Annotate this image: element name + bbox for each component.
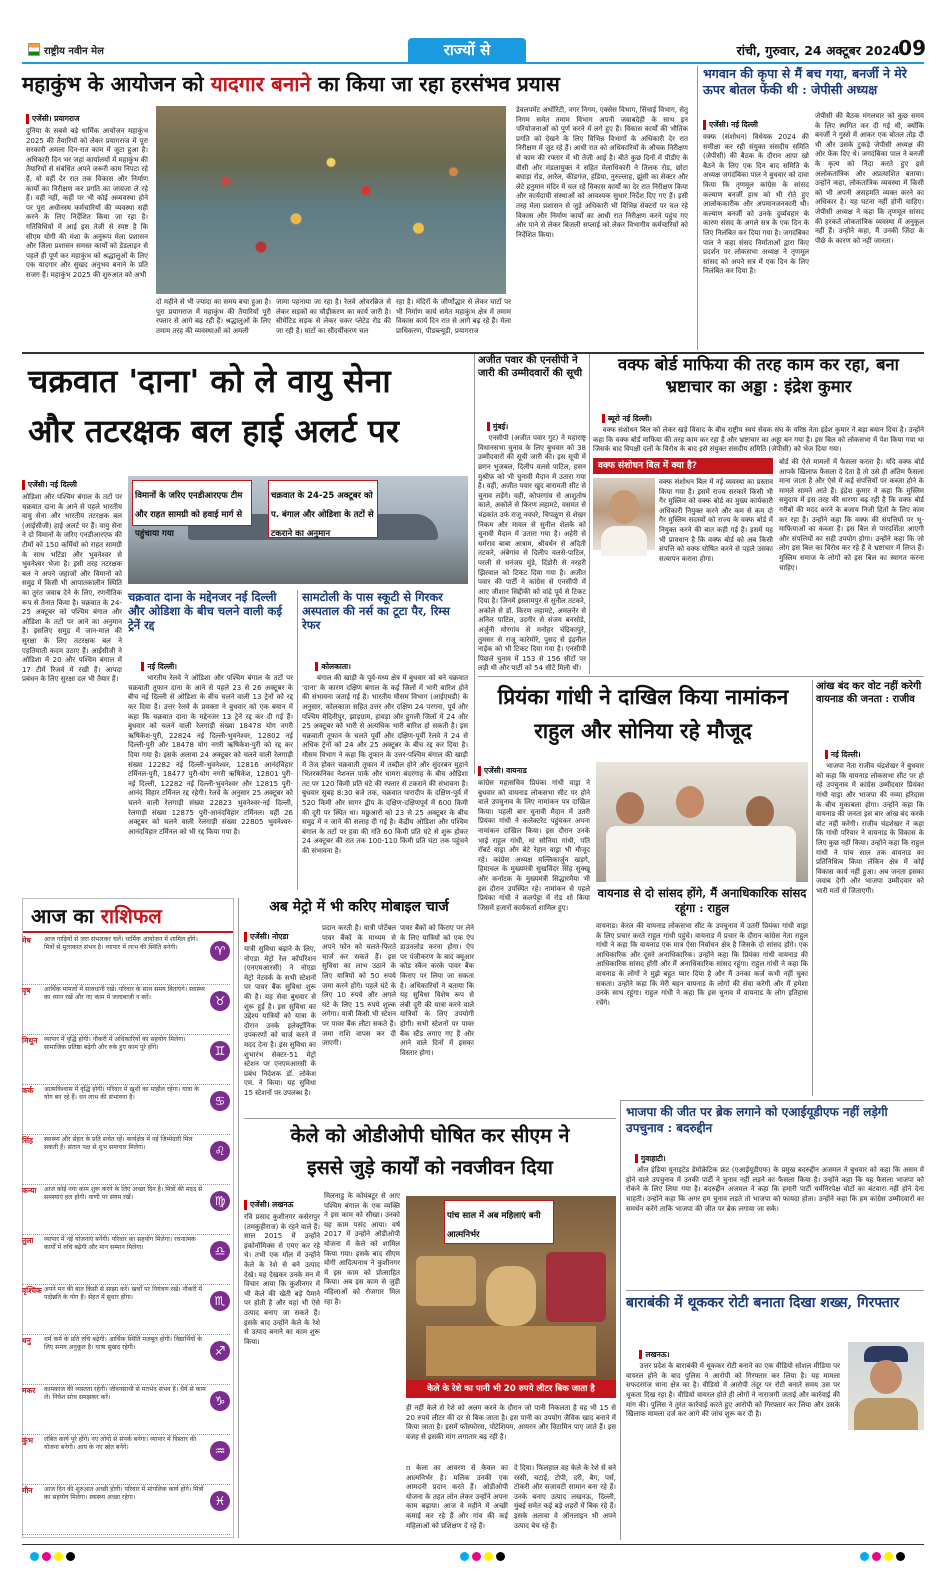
priyanka-body: कांग्रेस महासचिव प्रियंका गांधी वाड्रा ने बुधवार को वायनाड लोकसभा सीट पर होने वाले उपचुनाव के लिए नामांकन पत्र दाखिल किया। पहली बार चुनावी मैदान में उतरी प्रियंका गांधी ने कलेक्टरेट पहुंचकर अपना नामांकन दाखिल किया। इस दौरान उनके भाई राहुल गांधी, मां सोनिया गांधी, पति रॉबर्ट वाड्रा और बेटे रेहान वाड्रा भी मौजूद रहे। कांग्रेस अध्यक्ष मल्लिकार्जुन खड़गे, हिमाचल के मुख्यमंत्री सुखविंदर सिंह सुक्खू और कर्नाटक के मुख्यमंत्री सिद्धारमैया भी इस दौरान उपस्थित रहे। नामांकन से पहले प्रियंका गांधी ने कलपेट्टा में रोड शो किया जिसमें हजारों कार्यकर्ता शामिल हुए। [478, 779, 593, 912]
rashifal-sign-text: आर्थिक मामलों में सावधानी रखें। परिवार के साथ समय बिताएंगे। स्वास्थ्य का ध्यान रखें और नए काम में जल्दबाजी न करें। [44, 986, 205, 1002]
metro-col1: यात्री सुविधा बढ़ाने के लिए, नोएडा मेट्रो रेल कॉर्पोरेशन (एनएमआरसी) ने नोएडा मेट्रो नेटवर्क के सभी स्टेशनों पर पावर बैंक सुविधा शुरू की है। यह सेवा बुधवार से शुरू हुई है। इस सुविधा का उद्देश्य यात्रियों को यात्रा के दौरान उनके इलेक्ट्रॉनिक उपकरणों को चार्ज करने में मदद देना है। इस सुविधा का शुभारंभ सेक्टर-51 मेट्रो स्टेशन पर एनएमआरसी के प्रबंध निदेशक डॉ. लोकेश एम. ने किया। यह सुविधा 15 स्टेशनों पर उपलब्ध है। [244, 945, 319, 1097]
rashifal-sign-text: आज दिन की शुरुआत अच्छी होगी। परिवार में मांगलिक कार्य होंगे। मित्रों का सहयोग मिलेगा। स्वास्थ्य अच्छा रहेगा। [44, 1486, 204, 1502]
rashifal-sign-name: सिंह [22, 1136, 33, 1145]
priyanka-nomination-photo [596, 762, 808, 882]
rashifal-sign-text: धर्म कर्म के प्रति रुचि बढ़ेगी। आर्थिक स्थिति मजबूत होगी। विद्यार्थियों के लिए समय अनुकूल है। यात्रा सुखद रहेगी। [44, 1336, 202, 1352]
metro-story [244, 898, 477, 1114]
rashifal-sign-name: मकर [22, 1386, 36, 1395]
waqf-byline: ब्यूरो नई दिल्ली। [602, 414, 652, 424]
banana-photo-tag: पांच साल में अब महिलाएं बनी आत्मनिर्भर [444, 1200, 554, 1244]
zodiac-sign-icon: ♎ [210, 1241, 230, 1261]
banana-headline-line1: केले को ओडीओपी घोषित कर सीएम ने [290, 1124, 570, 1147]
registration-mark [860, 1552, 869, 1561]
metro-headline: अब मेट्रो में भी करिए मोबाइल चार्ज [269, 899, 449, 915]
indresh-kumar-photo [593, 478, 655, 550]
trains-body: भारतीय रेलवे ने ओडिशा और पश्चिम बंगाल के तटों पर चक्रवाती तूफान दाना के आने से पहले 23 से 26 अक्टूबर के बीच नई दिल्ली से ओडिशा के बीच चलने वाली 13 ट्रेनों को रद्द कर दिया है। उत्तर रेलवे के प्रवक्ता ने बुधवार को एक बयान में कहा कि चक्रवात दाना के मद्देनजर 13 ट्रेनें रद्द कर दी गई हैं। बुधवार को चलने वाली रेलगाड़ी संख्या 18478 योग नगरी ऋषिकेश-पुरी, 22824 नई दिल्ली-भुवनेश्वर, 12802 नई दिल्ली-पुरी और 18478 योग नगरी ऋषिकेश-पुरी को रद्द कर दिया गया है। इसके अलावा 24 अक्टूबर को चलने वाली रेलगाड़ी संख्या 12282 नई दिल्ली-भुवनेश्वर, 12816 आनंदविहार टर्मिनल-पुरी, 18477 पुरी-योग नगरी ऋषिकेश, 12801 पुरी-नई दिल्ली, 12282 नई दिल्ली-भुवनेश्वर और 12815 पुरी-आनंद विहार टर्मिनल रद्द रहेगी। रेलवे के अनुसार 25 अक्टूबर को चलने वाली रेलगाड़ी संख्या 22823 भुवनेश्वर-नई दिल्ली, रेलगाड़ी संख्या 12875 पुरी-आनंदविहार टर्मिनल। वहीं 26 अक्टूबर को चलने वाली रेलगाड़ी संख्या 22805 भुवनेश्वर-आनंदविहार टर्मिनल को भी रद्द किया गया है। [128, 674, 296, 836]
dana-headline-line2: और तटरक्षक बल हाई अलर्ट पर [28, 412, 399, 450]
barabanki-story [626, 1294, 924, 1540]
banana-col2: मिलनाडु के कोयंबटूर से आए पश्चिम बंगाल के एक व्यक्ति ने इस काम को सीखा। उनको यह काम पसंद आया। वर्ष 2017 में उन्होंने ओडीओपी योजना में केले को शामिल किया गया। इसके बाद सीएम योगी आदित्यनाथ ने कुशीनगर में इस काम को प्रोत्साहित किया। अब इस काम से जुड़ी महिलाओं को रोजगार मिल रहा है। [324, 1192, 403, 1306]
divider [238, 898, 239, 1538]
dana-byline: एजेंसी। नई दिल्ली [22, 480, 77, 490]
rashifal-sign-text: व्यापार में नई योजनाएं बनेंगी। परिवार का सहयोग मिलेगा। रचनात्मक कार्यों में रुचि बढ़ेगी और मान सम्मान मिलेगा। [44, 1236, 196, 1252]
rashifal-sign-name: मीन [22, 1486, 33, 1495]
rajeev-byline: नई दिल्ली। [825, 750, 861, 760]
rashifal-sign-name: वृश्चिक [22, 1286, 42, 1295]
trains-headline: चक्रवात दाना के मद्देनजर नई दिल्ली और ओडिशा के बीच चलने वाली कई ट्रेनें रद्द [128, 590, 282, 632]
page-number: 09 [898, 36, 926, 60]
zodiac-sign-icon: ♓ [210, 1491, 230, 1511]
nurse-story [302, 590, 471, 890]
rashifal-sign-text: आज कोई नया काम शुरू करने के लिए अच्छा दिन है। मित्रों की मदद से समस्याएं हल होंगी। वाणी पर संयम रखें। [44, 1186, 203, 1202]
aiudf-body: ऑल इंडिया यूनाइटेड डेमोक्रेटिक फ्रंट (एआईयूडीएफ) के प्रमुख बदरुद्दीन अजमल ने बुधवार को कहा कि असम में होने वाले उपचुनाव में उनकी पार्टी ने चुनाव नहीं लड़ने का फैसला किया है। उन्होंने कहा कि यह फैसला भाजपा को रोकने के लिए लिया गया है। बदरुद्दीन अजमल ने कहा कि हमारी पार्टी धर्मनिरपेक्ष वोटों का बंटवारा नहीं होने देना चाहती। उन्होंने कहा कि अगर हम चुनाव लड़ते तो भाजपा को फायदा होता। उन्होंने कहा कि हम कांग्रेस उम्मीदवारों का समर्थन करेंगे ताकि भाजपा की जीत पर ब्रेक लगाया जा सके। [626, 1166, 927, 1213]
masthead-logo [28, 42, 138, 58]
trains-byline: नई दिल्ली। [141, 662, 177, 672]
rashifal-row [22, 1286, 230, 1335]
rashifal-sign-text: स्वास्थ्य और सेहत के प्रति सचेत रहें। कार्यक्षेत्र में नई जिम्मेदारी मिल सकती है। संतान पक्ष से शुभ समाचार मिलेगा। [44, 1136, 193, 1152]
rashifal-sign-name: कर्क [22, 1086, 34, 1095]
top-story-col2: दो महीने से भी ज्यादा का समय बचा हुआ है। पूरा प्रयागराज में महाकुंभ की तैयारियों पूरी रफ्तार से आगे बढ़ रही हैं। श्रद्धालुओं के लिए तमाम तरह की व्यवस्थाओं को अमली [156, 298, 274, 335]
logo-text: राष्ट्रीय नवीन मेल [44, 46, 104, 57]
registration-mark [460, 1552, 469, 1561]
rashifal-row [22, 1186, 230, 1235]
zodiac-sign-icon: ♌ [210, 1141, 230, 1161]
divider [244, 1118, 616, 1119]
zodiac-sign-icon: ♍ [210, 1191, 230, 1211]
zodiac-sign-icon: ♐ [210, 1341, 230, 1361]
nurse-byline: कोलकाता। [315, 662, 351, 672]
dana-col1: ओडिशा और पश्चिम बंगाल के तटों पर चक्रवात दाना के आने से पहले भारतीय वायु सेना और भारतीय तटरक्षक बल (आईसीजी) हाई अलर्ट पर हैं। वायु सेना ने दो विमानों के जरिए एनडीआरएफ की टीमों को 150 कर्मियों को राहत सामग्री के साथ भटिंडा और भुवनेश्वर से भुवनेश्वर भेजा है। इसी तरह तटरक्षक बल ने अपने जहाजों और विमानों को समुद्र में किसी भी आपातकालीन स्थिति का तुरंत जवाब देने के लिए, रणनीतिक रूप से तैनात किया है। चक्रवात के 24-25 अक्टूबर को पश्चिम बंगाल और ओडिशा के तटों पर आने का अनुमान है। इसलिए समुद्र में जान-माल की सुरक्षा के लिए तटरक्षक बल ने एहतियाती कदम उठाए हैं। आईसीजी ने ओडिशा में 20 और पश्चिम बंगाल में 17 टीमें रिजर्व में रखी हैं। आपदा प्रबंधन के लिए सुरक्षा दल भी तैयार हैं। [22, 493, 125, 684]
registration-mark [42, 1552, 51, 1561]
zodiac-sign-icon: ♈ [210, 941, 230, 961]
priyanka-headline-line1: प्रियंका गांधी ने दाखिल किया नामांकन [497, 684, 789, 709]
nurse-body: बंगाल की खाड़ी के पूर्व-मध्य क्षेत्र में बुधवार को बने चक्रवात 'दाना' के कारण दक्षिण बंगाल के कई जिलों में भारी बारिश होने की संभावना जताई गई है। भारतीय मौसम विभाग (आईएमडी) के अनुसार, कोलकाता सहित उत्तर और दक्षिण 24 परगना, पूर्व और पश्चिम मेदिनीपुर, झाड़ग्राम, हावड़ा और हुगली जिलों में 24 और 25 अक्टूबर को भारी से अत्यधिक भारी बारिश हो सकती है। इस चक्रवाती तूफान के चलते पूर्वी और दक्षिण-पूर्वी रेलवे ने 24 से अधिक ट्रेनों को 24 और 25 अक्टूबर के बीच रद्द कर दिया है। मौसम विभाग ने कहा कि तूफान के उत्तर-पश्चिम बंगाल की खाड़ी में तेज होकर चक्रवाती तूफान में तब्दील होने और सुंदरबन मुहाने भितरकनिका नेशनल पार्क और धामरा बंदरगाह के बीच ओडिशा तट पर 120 किमी प्रति घंटे की रफ्तार से टकराने की संभावना है। बुधवार सुबह 8:30 बजे तक, चक्रवात पारादीप के दक्षिण-पूर्व में 520 किमी और सागर द्वीप के दक्षिण-दक्षिणपूर्व में 600 किमी की दूरी पर स्थित था। मछुआरों को 23 से 25 अक्टूबर के बीच समुद्र में न जाने की सलाह दी गई है। केंद्रीय ओडिशा और पश्चिम बंगाल के तटों पर हवा की गति 60 किमी प्रति घंटे से शुरू होकर 24 अक्टूबर की रात तक 100-110 किमी प्रति घंटा तक पहुंचने की संभावना है। [302, 674, 471, 855]
metro-col3: पावर बैंकों को किराए पर लेने के लिए यात्रियों को एक ऐप डाउनलोड करना होगा। ऐप पर पंजीकरण के बाद क्यूआर कोड स्कैन करके पावर बैंक किराए पर लिया जा सकता है। अधिकारियों ने बताया कि यह सुविधा विशेष रूप से लंबी दूरी की यात्रा करने वाले यात्रियों के लिए उपयोगी होगी। सभी स्टेशनों पर पावर बैंक स्टैंड लगाए गए हैं और आने वाले दिनों में इसका विस्तार होगा। [400, 924, 477, 1057]
top-story [22, 66, 692, 350]
aiudf-byline: गुवाहाटी। [635, 1154, 666, 1164]
top-story-col3: जामा पहनाया जा रहा है। रेलवे ओवरब्रिज से लेकर सड़कों का चौड़ीकरण का कार्य जारी है। सीमेंटिड सड़क से लेकर चकर प्लेटेड रोड की जा रही है। घाटों का सौंदर्यीकरण चल [276, 298, 394, 335]
registration-mark [496, 1552, 505, 1561]
rashifal-title: आज का राशिफल [23, 899, 233, 933]
rahul-body: वायनाड। केरल की वायनाड लोकसभा सीट के उपचुनाव में उतरीं प्रियंका गांधी वाड्रा के लिए प्रचार करते राहुल गांधी पहुंचे। वायनाड में प्रचार के दौरान कांग्रेस नेता राहुल गांधी ने कहा कि वायनाड एक मात्र ऐसा निर्वाचन क्षेत्र है जिसके दो सांसद होंगे। एक आधिकारिक और दूसरे अनाधिकारिक। उन्होंने कहा कि प्रियंका गांधी वायनाड की आधिकारिक सांसद होंगी और मैं अनाधिकारिक सांसद रहूंगा। राहुल गांधी ने कहा कि वायनाड के लोगों ने मुझे बहुत प्यार दिया है और मैं उनका कर्ज कभी नहीं चुका सकता। उन्होंने कहा कि मेरी बहन वायनाड के लोगों की सेवा करेगी और मैं हमेशा उनके साथ रहूंगा। राहुल गांधी ने कहा कि इस चुनाव में वायनाड के लोग इतिहास रचेंगे। [596, 922, 811, 1007]
ncp-body: एनसीपी (अजीत पवार गुट) ने महाराष्ट्र विधानसभा चुनाव के लिए बुधवार को 38 उम्मीदवारों की सूची जारी की। इस सूची में छगन भुजबल, दिलीप वलसे पाटिल, हसन मुश्रीफ को भी चुनावी मैदान में उतारा गया है। वहीं, अजीत पवार खुद बारामती सीट से चुनाव लड़ेंगे। वहीं, कोपरगांव से आशुतोष काले, अकोले से किरण लहामटे, वसमत से चंद्रकांत उर्फ राजू नवघरे, चिपळूण से शेखर निकम और मावल से सुनील शेलके को चुनावी मैदान में उतारा गया है। अहेरी से धर्मराव बाबा आत्राम, श्रीवर्धन से अदिती तटकरे, अंबेगांव से दिलीप वलसे-पाटिल, परली से धनंजय मुंडे, दिंडोरी से नरहरी झिरवाल को टिकट दिया गया है। अजीत पवार की पार्टी ने कांग्रेस से एनसीपी में आए जीशान सिद्दीकी को वांद्रे पूर्व से टिकट दिया है। जिनमें इस्लामपुर से सुनील तटकरे, अकोले से डॉ. किरण लहामटे, अमलनेर से अनिल पाटिल, उदगीर से संजय बनसोडे, अर्जुनी मोरगांव से मनोहर चंद्रिकापुरे, तुमसर से राजू कारेमोरे, पुसद से इंद्रनील नाईक को भी टिकट दिया गया है। एनसीपी पिछले चुनाव में 153 से 156 सीटों पर लड़ी थी और पार्टी को 54 सीटें मिली थीं। [478, 434, 589, 673]
barabanki-headline: बाराबंकी में थूककर रोटी बनाता दिखा शख्स, गिरफ्तार [626, 1295, 900, 1311]
dana-headline-line1: चक्रवात 'दाना' को ले वायु सेना [28, 362, 391, 400]
waqf-box-title: वक्फ संशोधन बिल में क्या है? [593, 458, 773, 474]
masthead [0, 0, 945, 64]
divider [478, 676, 924, 677]
banana-byline: एजेंसी। लखनऊ [244, 1200, 293, 1210]
barabanki-byline: लखनऊ। [639, 1350, 669, 1360]
footer-rule [22, 1544, 924, 1545]
metro-col2: प्रदान करती है। यात्री पोर्टेबल पावर बैंकों के माध्यम से अपने फोन को चलते-फिरते चार्ज कर सकते हैं। इस सुविधा का लाभ उठाने के लिए यात्रियों को 50 रुपये जमा करने होंगे। पहले घंटे के लिए 10 रुपये और अगले घंटे के लिए 15 रुपये शुल्क लगेगा। यात्री किसी भी स्टेशन पर पावर बैंक लौटा सकते हैं। जमा राशि वापस कर दी जाएगी। [322, 924, 399, 1048]
zodiac-sign-icon: ♉ [210, 991, 230, 1011]
jpc-headline: भगवान की कृपा से मैं बच गया, बनर्जी ने मेरे ऊपर बोतल फेंकी थी : जेपीसी अध्यक्ष [703, 66, 907, 97]
rashifal-sign-text: कामकाज की व्यस्तता रहेगी। जीवनसाथी से मतभेद संभव है। धैर्य से काम लें। निवेश सोच समझकर करें। [44, 1386, 206, 1402]
jpc-col2: जेपीसी की बैठक मंगलवार को कुछ समय के लिए स्थगित कर दी गई थी, क्योंकि बनर्जी ने गुस्से में आकर एक बोतल तोड़ दी थी और उसके टुकड़े जेपीसी अध्यक्ष की ओर फेंक दिए थे। जगदंबिका पाल ने बनर्जी के कृत्य को निंदा करते हुए इसे अलोकतांत्रिक और अप्रत्याशित बताया। उन्होंने कहा, लोकतांत्रिक व्यवस्था में किसी को भी अपनी असहमति व्यक्त करने का अधिकार है। यह घटना नहीं होनी चाहिए। जेपीसी अध्यक्ष ने कहा कि तृणमूल सांसद की हरकतें लोकतांत्रिक व्यवस्था में अनुकूल नहीं हैं। उन्होंने कहा, मैं उनकी जिंदा के पीछे के कारण को नहीं जानता। [815, 112, 927, 245]
registration-mark [872, 1552, 881, 1561]
registration-mark [66, 1552, 75, 1561]
top-story-col4: रहा है। मंदिरों के जीर्णोद्धार से लेकर घाटों पर भी निर्माण कार्य समेत महाकुंभ क्षेत्र में तमाम विकास कार्य दिन रात से आगे बढ़ रहे हैं। मेला प्राधिकरण, पीडब्ल्यूडी, प्रयागराज [396, 298, 514, 335]
top-story-headline: महाकुंभ के आयोजन को यादगार बनाने का किया जा रहा हरसंभव प्रयास [22, 72, 560, 96]
top-story-col5: डेवलपमेंट अथॉरिटी, नगर निगम, एक्सेस विभाग, सिंचाई विभाग, सेतु निगम समेत तमाम विभाग अपनी जवाबदेही के साथ इन परियोजनाओं को पूर्ण करने में लगे हुए हैं। विकास कार्यों की भौतिक प्रगति को देखने के लिए विभिन्न विभागों के अधिकारी देर रात निरीक्षण में जुट रहे हैं। आधी रात को अधिकारियों के औचक निरीक्षण से काम की रफ्तार में भी तेजी आई है। बीते कुछ दिनों में पीडीए के वीसी और मंडलायुक्त ने सहित मेलाधिकारी ने तिलक रोड, छोटा बघाड़ा रोड, आरेल, कीडगंज, हंडिया, नुरुल्लाह, झूंसी का सेक्टर और लेटे हनुमान मंदिर में चल रहे विकास कार्यों का देर रात निरीक्षण किया और कार्यदायी संस्थाओं को आवश्यक सुधार निर्देश दिए गए हैं। इसी तरह मेला प्रशासन से जुड़े अधिकारी भी विभिन्न सेक्टरों पर चल रहे विकास और निर्माण कार्यों का आधी रात निरीक्षण करने पहुंच गए और पाने से लेकर बिजली सप्लाई को लेकर विभागीय कर्मचारियों को निर्देशित किया। [516, 106, 691, 239]
rashifal-sign-text: अपने मन की बात किसी से साझा करें। खर्चों पर नियंत्रण रखें। नौकरी में पदोन्नति के योग हैं। सेहत में सुधार होगा। [44, 1286, 203, 1302]
waqf-body-right: बोर्ड की ऐसे मामलों में फैसला करता है। यदि वक्फ बोर्ड आपके खिलाफ फैसला दे देता है तो उसे ही अंतिम फैसला माना जाता है और ऐसे में कई संपत्तियों पर कब्जा होने के मामले सामने आते हैं। इंद्रेश कुमार ने कहा कि मुस्लिम समुदाय में इस तरह की धारणा बढ़ रही है कि वक्फ बोर्ड गरीबों की मदद करने के बजाय निजी हितों के लिए काम कर रहा है। उन्होंने कहा कि वक्फ की संपत्तियों पर भू-माफियाओं का कब्जा है। इस बिल से पारदर्शिता आएगी और संपत्तियों का सही उपयोग होगा। उन्होंने कहा कि जो लोग इस बिल का विरोध कर रहे हैं वे भ्रष्टाचार में लिप्त हैं। मुस्लिम समाज के लोगों को इस बिल का स्वागत करना चाहिए। [779, 458, 927, 572]
trains-story [128, 590, 296, 890]
rashifal-row [22, 1336, 230, 1385]
section-label: राज्यों से [408, 38, 526, 62]
rashifal-row [22, 1236, 230, 1285]
rashifal-row [22, 1086, 230, 1135]
divider [297, 590, 298, 890]
banana-col1: रवि प्रसाद कुशीनगर कसेरापुर (तमकुहीराज) के रहने वाले हैं। साल 2015 में उन्होंने इकोनॉमिक्स से एमए कर रहे थे। तभी एक मॉल में उन्होंने केले के रेशे से बने उत्पाद देखे। यह देखकर उनके मन में विचार आया कि कुशीनगर में भी केले की खेती बड़े पैमाने पर होती है और यहां भी ऐसे उत्पाद बनाए जा सकते हैं। इसके बाद उन्होंने केले के रेशे से उत्पाद बनाने का काम शुरू किया। [244, 1213, 323, 1346]
divider [474, 354, 475, 774]
rashifal-row [22, 986, 230, 1035]
rashifal-sign-name: कुंभ [22, 1436, 34, 1445]
ncp-byline: मुंबई। [487, 422, 508, 432]
divider [626, 1290, 924, 1291]
registration-mark [896, 1552, 905, 1561]
waqf-headline: वक्फ बोर्ड माफिया की तरह काम कर रहा, बना भ्रष्टाचार का अड्डा : इंद्रेश कुमार [618, 355, 899, 396]
waqf-box [593, 458, 776, 672]
waqf-box-body: वक्फ संशोधन बिल में नई व्यवस्था का प्रस्ताव किया गया है। इसमें राज्य सरकारें किसी भी गैर मुस्लिम को वक्फ बोर्ड का मुख्य कार्यकारी अधिकारी नियुक्त करने और कम से कम दो गैर मुस्लिम सदस्यों को राज्य के वक्फ बोर्ड में नियुक्त करने की बात कही गई है। इसमें यह भी प्रावधान है कि वक्फ बोर्ड को अब किसी संपत्ति को वक्फ घोषित करने से पहले उसका सत्यापन कराना होगा। [659, 478, 776, 563]
zodiac-sign-icon: ♋ [210, 1091, 230, 1111]
rashifal-row [22, 1436, 230, 1485]
rahul-subheadline: वायनाड से दो सांसद होंगे, मैं अनाधिकारिक सांसद रहूंगा : राहुल [597, 886, 807, 915]
rajeev-body: भाजपा नेता राजीव चंद्रशेखर ने बुधवार को कहा कि वायनाड लोकसभा सीट पर हो रहे उपचुनाव में कांग्रेस उम्मीदवार प्रियंका गांधी वाड्रा और भाजपा की नव्या हरिदास के बीच मुकाबला होगा। उन्होंने कहा कि वायनाड की जनता इस बार आंख बंद करके वोट नहीं करेगी। राजीव चंद्रशेखर ने कहा कि गांधी परिवार ने वायनाड के विकास के लिए कुछ नहीं किया। उन्होंने कहा कि राहुल गांधी ने पांच साल तक वायनाड का प्रतिनिधित्व किया लेकिन क्षेत्र में कोई विकास कार्य नहीं हुआ। अब जनता इसका जवाब देगी और भाजपा उम्मीदवार को भारी मतों से जिताएगी। [816, 762, 927, 895]
rashifal-sign-name: वृष [22, 986, 31, 995]
jpc-byline: एजेंसी। नई दिल्ली [703, 120, 758, 130]
kumbh-photo [156, 106, 506, 294]
rashifal-row [22, 1486, 230, 1535]
banana-headline-line2: इससे जुड़े कार्यों को नवजीवन दिया [307, 1156, 553, 1179]
top-story-byline: एजेंसी। प्रयागराज [26, 114, 80, 124]
logo-flag-icon [28, 43, 40, 56]
banana-story [244, 1120, 619, 1540]
banana-col4: ही नहीं केले से रेशे को अलग करने के दौरान जो पानी निकलता है वह भी 15 से 20 रुपये लीटर की दर से बिक जाता है। इस पानी का उपयोग जैविक खाद बनाने में किया जाता है। इसमें फॉस्फोरस, पोटेशियम, आयरन और विटामिन पाए जाते हैं। इस वजह से इसकी मांग लगातार बढ़ रही है। [406, 1404, 619, 1441]
photo-tag-left: विमानों के जरिए एनडीआरएफ टीम और राहत सामग्री को हवाई मार्ग से पहुंचाया गया [132, 480, 252, 526]
zodiac-sign-icon: ♑ [210, 1391, 230, 1411]
waqf-lead: वक्फ संशोधन बिल को लेकर खड़े विवाद के बीच राष्ट्रीय स्वयं सेवक संघ के वरिष्ठ नेता इंद्रेश कुमार ने बड़ा बयान दिया है। उन्होंने कहा कि वक्फ बोर्ड माफिया की तरह काम कर रहा है और भ्रष्टाचार का अड्डा बन गया है। इस बिल को लोकसभा में पेश किया गया था जिसके बाद विपक्षी दलों के विरोध के बाद इसे संयुक्त संसदीय समिति (जेपीसी) को भेज दिया गया। [593, 426, 927, 454]
divider [697, 66, 698, 350]
rashifal-sign-name: कन्या [22, 1186, 37, 1195]
rashifal-row [22, 936, 230, 985]
rashifal-row [22, 1136, 230, 1185]
divider [620, 1100, 621, 1540]
rashifal-sign-name: धनु [22, 1336, 31, 1345]
masthead-rule [22, 62, 924, 64]
priyanka-headline-line2: राहुल और सोनिया रहे मौजूद [534, 718, 752, 743]
rashifal-sign-text: लंबित कार्य पूरे होंगे। नए लोगों से संपर्क बनेगा। व्यापार में विस्तार की योजना बनेगी। आय के नए स्रोत बनेंगे। [44, 1436, 197, 1452]
rashifal-sign-name: तुला [22, 1236, 34, 1245]
jpc-col1: वक्फ (संशोधन) विधेयक 2024 की समीक्षा कर रही संयुक्त संसदीय समिति (जेपीसी) की बैठक के दौरान आपा खो बैठने के लिए एक दिन बाद समिति के अध्यक्ष जगदंबिका पाल ने बुधवार को दावा किया कि तृणमूल कांग्रेस के सांसद कल्याण बनर्जी हाथ को भी रोते हुए आलोककारीक और अपमानजनकारी थी। कल्याण बनर्जी को उनके दुर्व्यवहार के कारण संसद के अगले सत्र के एक दिन के लिए निलंबित कर दिया गया है। जगदंबिका पाल ने कहा संसद निर्माताओं द्वारा किए प्रदर्शन पर लोकसभा अध्यक्ष ने तृणमूल सांसद को अपने सत्र में एक दिन के लिए निलंबित कर दिया है। [703, 133, 812, 276]
rashifal-sign-text: व्यापार में वृद्धि होगी। नौकरी में अधिकारियों का सहयोग मिलेगा। सामाजिक प्रतिष्ठा बढ़ेगी और रुके हुए काम पूरे होंगे। [44, 1036, 186, 1052]
rashifal-sign-text: आत्मविश्वास में वृद्धि होगी। परिवार में खुशी का माहौल रहेगा। यात्रा के योग बन रहे हैं। धन लाभ की संभावना है। [44, 1086, 200, 1102]
divider [620, 1100, 924, 1101]
barabanki-body: उत्तर प्रदेश के बाराबंकी में थूककर रोटी बनाने का एक वीडियो सोशल मीडिया पर वायरल होने के बाद पुलिस ने आरोपी को गिरफ्तार कर लिया है। यह मामला सफदरगंज थाना क्षेत्र का है। वीडियो में आरोपी तंदूर पर रोटी बनाते समय उस पर थूकता दिख रहा है। वीडियो वायरल होते ही लोगों ने नाराजगी जताई और कार्रवाई की मांग की। पुलिस ने तुरंत कार्रवाई करते हुए आरोपी को गिरफ्तार कर लिया और उसके खिलाफ मामला दर्ज कर आगे की जांच शुरू कर दी है। [626, 1362, 843, 1419]
rashifal-sign-name: मेष [22, 936, 31, 945]
registration-mark [472, 1552, 481, 1561]
aiudf-headline: भाजपा की जीत पर ब्रेक लगाने को एआईयूडीएफ नहीं लड़ेगी उपचुनाव : बदरुद्दीन [626, 1105, 888, 1135]
rashifal-sign-name: मिथुन [22, 1036, 38, 1045]
registration-mark [884, 1552, 893, 1561]
dana-story [22, 354, 472, 894]
metro-byline: एजेंसी। नोएडा [244, 932, 288, 942]
jpc-story [703, 66, 927, 350]
zodiac-sign-icon: ♒ [210, 1441, 230, 1461]
priyanka-story [478, 680, 811, 1096]
aiudf-story [626, 1104, 927, 1286]
rashifal-row [22, 1386, 230, 1435]
rashifal-sign-text: आज गाड़ियों से जरा संभलकर चलें। धार्मिक आयोजन में शामिल होंगे। मित्रों से मुलाकात संभव है। व्यापार में लाभ की स्थिति बनेगी। [44, 936, 198, 952]
top-story-col1: दुनिया के सबसे बड़े धार्मिक आयोजन महाकुंभ 2025 की तैयारियों को लेकर प्रयागराज में पूरा सरकारी अमला दिन-रात काम में जुटा हुआ है। अधिकारी दिन भर जहां कार्यालयों में महाकुंभ की तैयारियों से संबंधित अपने जरूरी काम निपटा रहे हैं, वो वहीं देर रात तक विकास और निर्माण कार्यों का निरीक्षण कर प्रगति का जायजा ले रहे हैं। वहीं नहीं, कहीं पर भी कोई अव्यवस्था होने पर पूरा अधीनस्थ कर्मचारियों की व्यवस्था सही करने के लिए निर्देशित किया जा रहा है। गतिविधियों में आई इस तेजी से स्पष्ट है कि सीएम योगी की मंशा के अनुरूप मेला प्रशासन और जिला प्रशासन समस्त कार्यों को डेडलाइन से पहले ही पूर्ण कर महाकुंभ को श्रद्धालुओं के लिए एक यादगार और सुखद अनुभव बनाने के प्रति सजग हैं। महाकुंभ 2025 की शुरुआत को अभी [26, 127, 151, 279]
registration-mark [484, 1552, 493, 1561]
banana-col5: दे दिया। फिलहाल वह केले के रेशे से बने रस्सी, चटाई, टोपी, दरी, बैग, पर्स, टोकरी और सजावटी सामान बना रहे हैं। उनके बनाए उत्पाद लखनऊ, दिल्ली, मुंबई समेत कई बड़े शहरों में बिक रहे हैं। इसके अलावा वे ऑनलाइन भी अपने उत्पाद बेच रहे हैं। [514, 1464, 619, 1530]
banana-caption: केले के रेशे का पानी भी 20 रुपये लीटर बिक जाता है [406, 1380, 616, 1398]
zodiac-sign-icon: ♏ [210, 1291, 230, 1311]
rashifal-row [22, 1036, 230, 1085]
police-officer-photo [848, 1342, 924, 1430]
divider [589, 354, 590, 674]
registration-mark [30, 1552, 39, 1561]
priyanka-byline: एजेंसी। वायनाड [478, 766, 527, 776]
rajeev-story [816, 680, 927, 1096]
registration-mark [54, 1552, 63, 1561]
waqf-story [593, 354, 927, 674]
rajeev-headline: आंख बंद कर वोट नहीं करेगी वायनाड की जनता : राजीव [816, 681, 922, 705]
banana-col3: n केला का आवरण से केवल का आत्मनिर्भर है। मलिक उनकी एक आमदनी प्रदान करते हैं। ओडीओपी योजना के तहत लोन लेकर उन्होंने अपना काम बढ़ाया। आज वे महीने में अच्छी कमाई कर रहे हैं और गांव की कई महिलाओं को प्रशिक्षण दे रहे हैं। [406, 1464, 511, 1530]
nurse-headline: सामटोली के पास स्कूटी से गिरकर अस्पताल की नर्स का टूटा पैर, रिम्स रेफर [302, 590, 450, 632]
photo-tag-right: चक्रवात के 24-25 अक्टूबर को प. बंगाल और ओडिशा के तटों से टकराने का अनुमान [268, 480, 378, 538]
dateline: रांची, गुरुवार, 24 अक्टूबर 2024 [736, 43, 900, 58]
zodiac-sign-icon: ♊ [210, 1041, 230, 1061]
ncp-headline: अजीत पवार की एनसीपी ने जारी की उम्मीदवारों की सूची [478, 355, 583, 379]
divider [812, 680, 813, 1096]
